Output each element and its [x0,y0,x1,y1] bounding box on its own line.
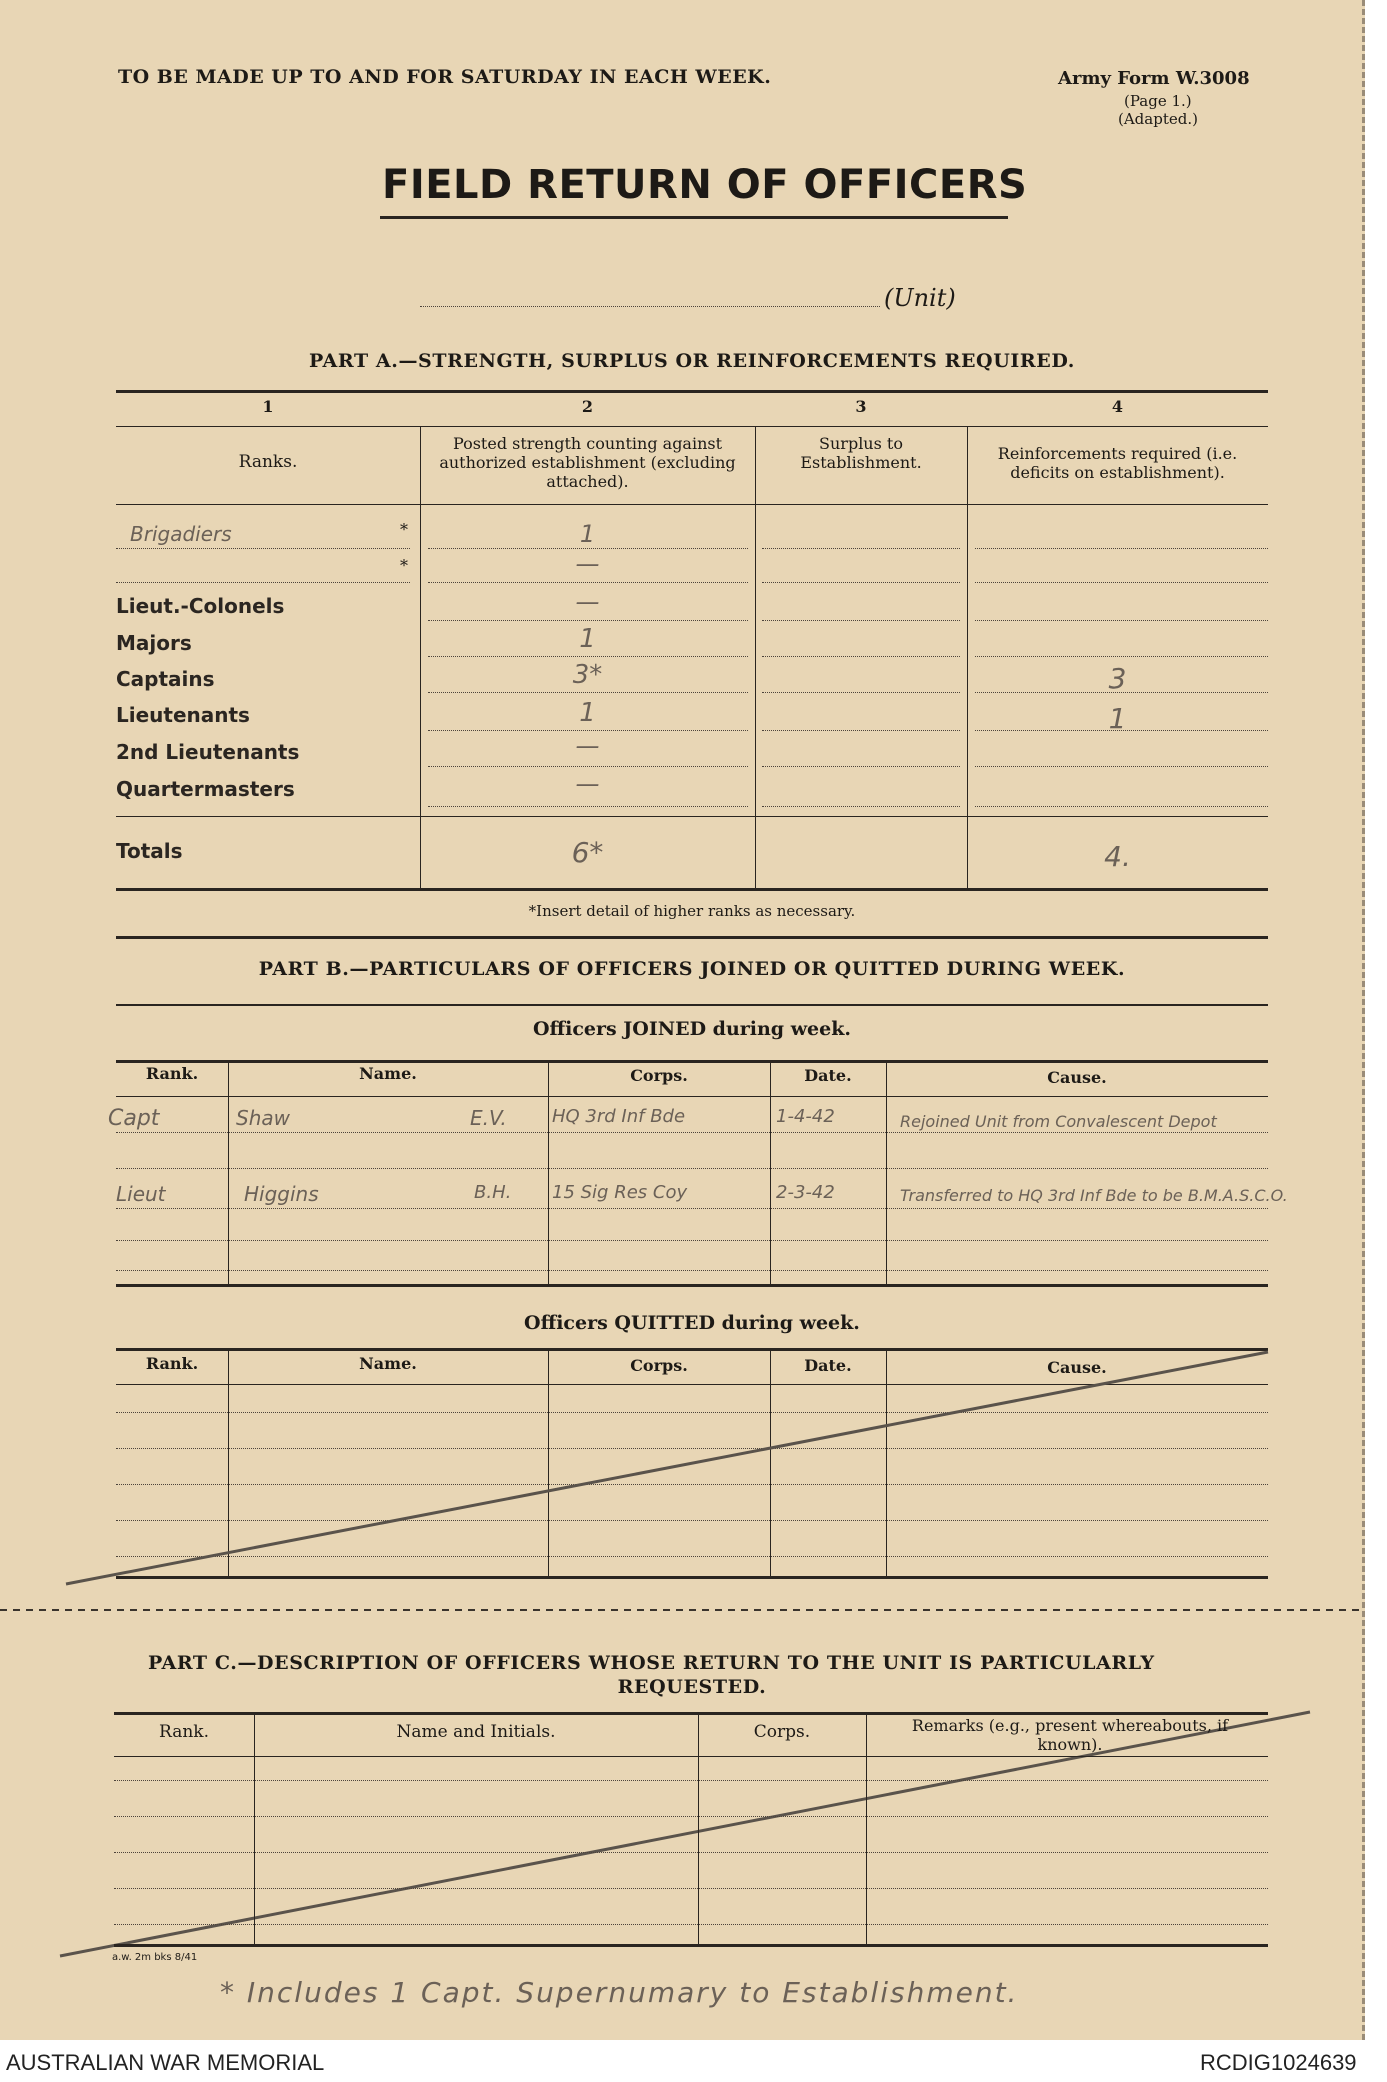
joined-corps: HQ 3rd Inf Bde [552,1106,686,1127]
quitted-title: Officers QUITTED during week. [524,1312,860,1334]
form-adapted: (Adapted.) [1118,110,1198,128]
joined-cause: Rejoined Unit from Convalescent Depot [900,1112,1217,1131]
archive-caption [0,2040,1387,2082]
part-c-title-line2: REQUESTED. [617,1676,767,1698]
quitted-col-name: Name. [359,1354,417,1373]
part-c-col-corps: Corps. [753,1722,811,1742]
joined-col-corps: Corps. [630,1066,688,1085]
joined-col-date: Date. [804,1066,852,1085]
quitted-col-corps: Corps. [630,1356,688,1375]
col-num-1: 1 [262,397,274,416]
posted-value: 1 [579,624,596,654]
posted-value: — [575,588,600,616]
col-header-ranks: Ranks. [238,452,298,472]
reinforcements-value: 1 [1108,702,1127,735]
posted-value: 3* [572,660,603,690]
part-c-col-name: Name and Initials. [396,1722,556,1742]
posted-value: — [575,550,600,578]
caption-source: AUSTRALIAN WAR MEMORIAL [6,2050,325,2075]
joined-col-rank: Rank. [145,1064,199,1083]
row-star: * [400,556,408,575]
handwritten-note: * Includes 1 Capt. Supernumary to Establishment. [220,1976,1019,2009]
col-num-2: 2 [581,397,594,416]
joined-cause: Transferred to HQ 3rd Inf Bde to be B.M.A.S.C.O. [900,1186,1288,1205]
totals-posted: 6* [571,836,604,869]
posted-value: — [575,732,600,760]
row-star: * [400,520,408,539]
part-b-title: PART B.—PARTICULARS OF OFFICERS JOINED OR QUITTED DURING WEEK. [258,958,1126,980]
joined-date: 1-4-42 [776,1106,835,1127]
joined-initials: B.H. [474,1182,512,1203]
page-title: FIELD RETURN OF OFFICERS [382,162,1028,208]
rank-name: Quartermasters [116,777,295,801]
form-page-number: (Page 1.) [1124,92,1192,110]
quitted-col-date: Date. [804,1356,852,1375]
caption-id: RCDIG1024639 [1200,2050,1357,2075]
rank-name: Lieut.-Colonels [116,594,285,618]
quitted-col-rank: Rank. [145,1354,199,1373]
joined-name: Shaw [236,1106,290,1130]
col-num-3: 3 [855,397,867,416]
rank-name: Majors [116,631,192,655]
part-a-title: PART A.—STRENGTH, SURPLUS OR REINFORCEMENTS REQUIRED. [309,350,1075,372]
part-a-footnote: *Insert detail of higher ranks as necessary. [528,902,856,920]
rank-name: Captains [116,667,215,691]
part-c-col-rank: Rank. [159,1722,209,1742]
joined-rank: Lieut [116,1182,166,1206]
joined-col-name: Name. [359,1064,417,1083]
posted-value: 1 [579,520,596,548]
unit-label: (Unit) [884,284,956,312]
part-c-bottom-rule [114,1944,1268,1947]
reinforcements-value: 3 [1108,662,1127,695]
posted-value: 1 [579,698,596,728]
joined-date: 2-3-42 [776,1182,835,1203]
print-code: a.w. 2m bks 8/41 [112,1952,198,1963]
part-c-top-rule [114,1712,1268,1715]
joined-col-cause: Cause. [1047,1068,1107,1087]
header-instruction: TO BE MADE UP TO AND FOR SATURDAY IN EACH WEEK. [118,66,772,88]
totals-reinforcements: 4. [1104,840,1131,873]
totals-label: Totals [116,839,183,863]
rank-name: Brigadiers [130,522,232,546]
quitted-col-cause: Cause. [1047,1358,1107,1377]
joined-initials: E.V. [470,1106,507,1130]
part-c-col-remarks: Remarks (e.g., present whereabouts, if known). [911,1716,1229,1754]
col-header-surplus: Surplus to Establishment. [800,434,922,472]
part-c-title-line1: PART C.—DESCRIPTION OF OFFICERS WHOSE RETURN TO THE UNIT IS PARTICULARLY [148,1652,1155,1674]
col-header-posted: Posted strength counting against authorized establishment (excluding attached). [439,434,736,491]
rank-name: Lieutenants [116,703,250,727]
posted-value: — [575,770,600,798]
rank-name: 2nd Lieutenants [116,740,300,764]
joined-name: Higgins [244,1182,319,1206]
col-header-reinforcements: Reinforcements required (i.e. deficits on establishment). [997,444,1238,482]
joined-corps: 15 Sig Res Coy [552,1182,688,1203]
joined-title: Officers JOINED during week. [532,1018,852,1040]
col-num-4: 4 [1111,397,1124,416]
joined-rank: Capt [108,1106,160,1131]
form-number: Army Form W.3008 [1058,68,1250,89]
